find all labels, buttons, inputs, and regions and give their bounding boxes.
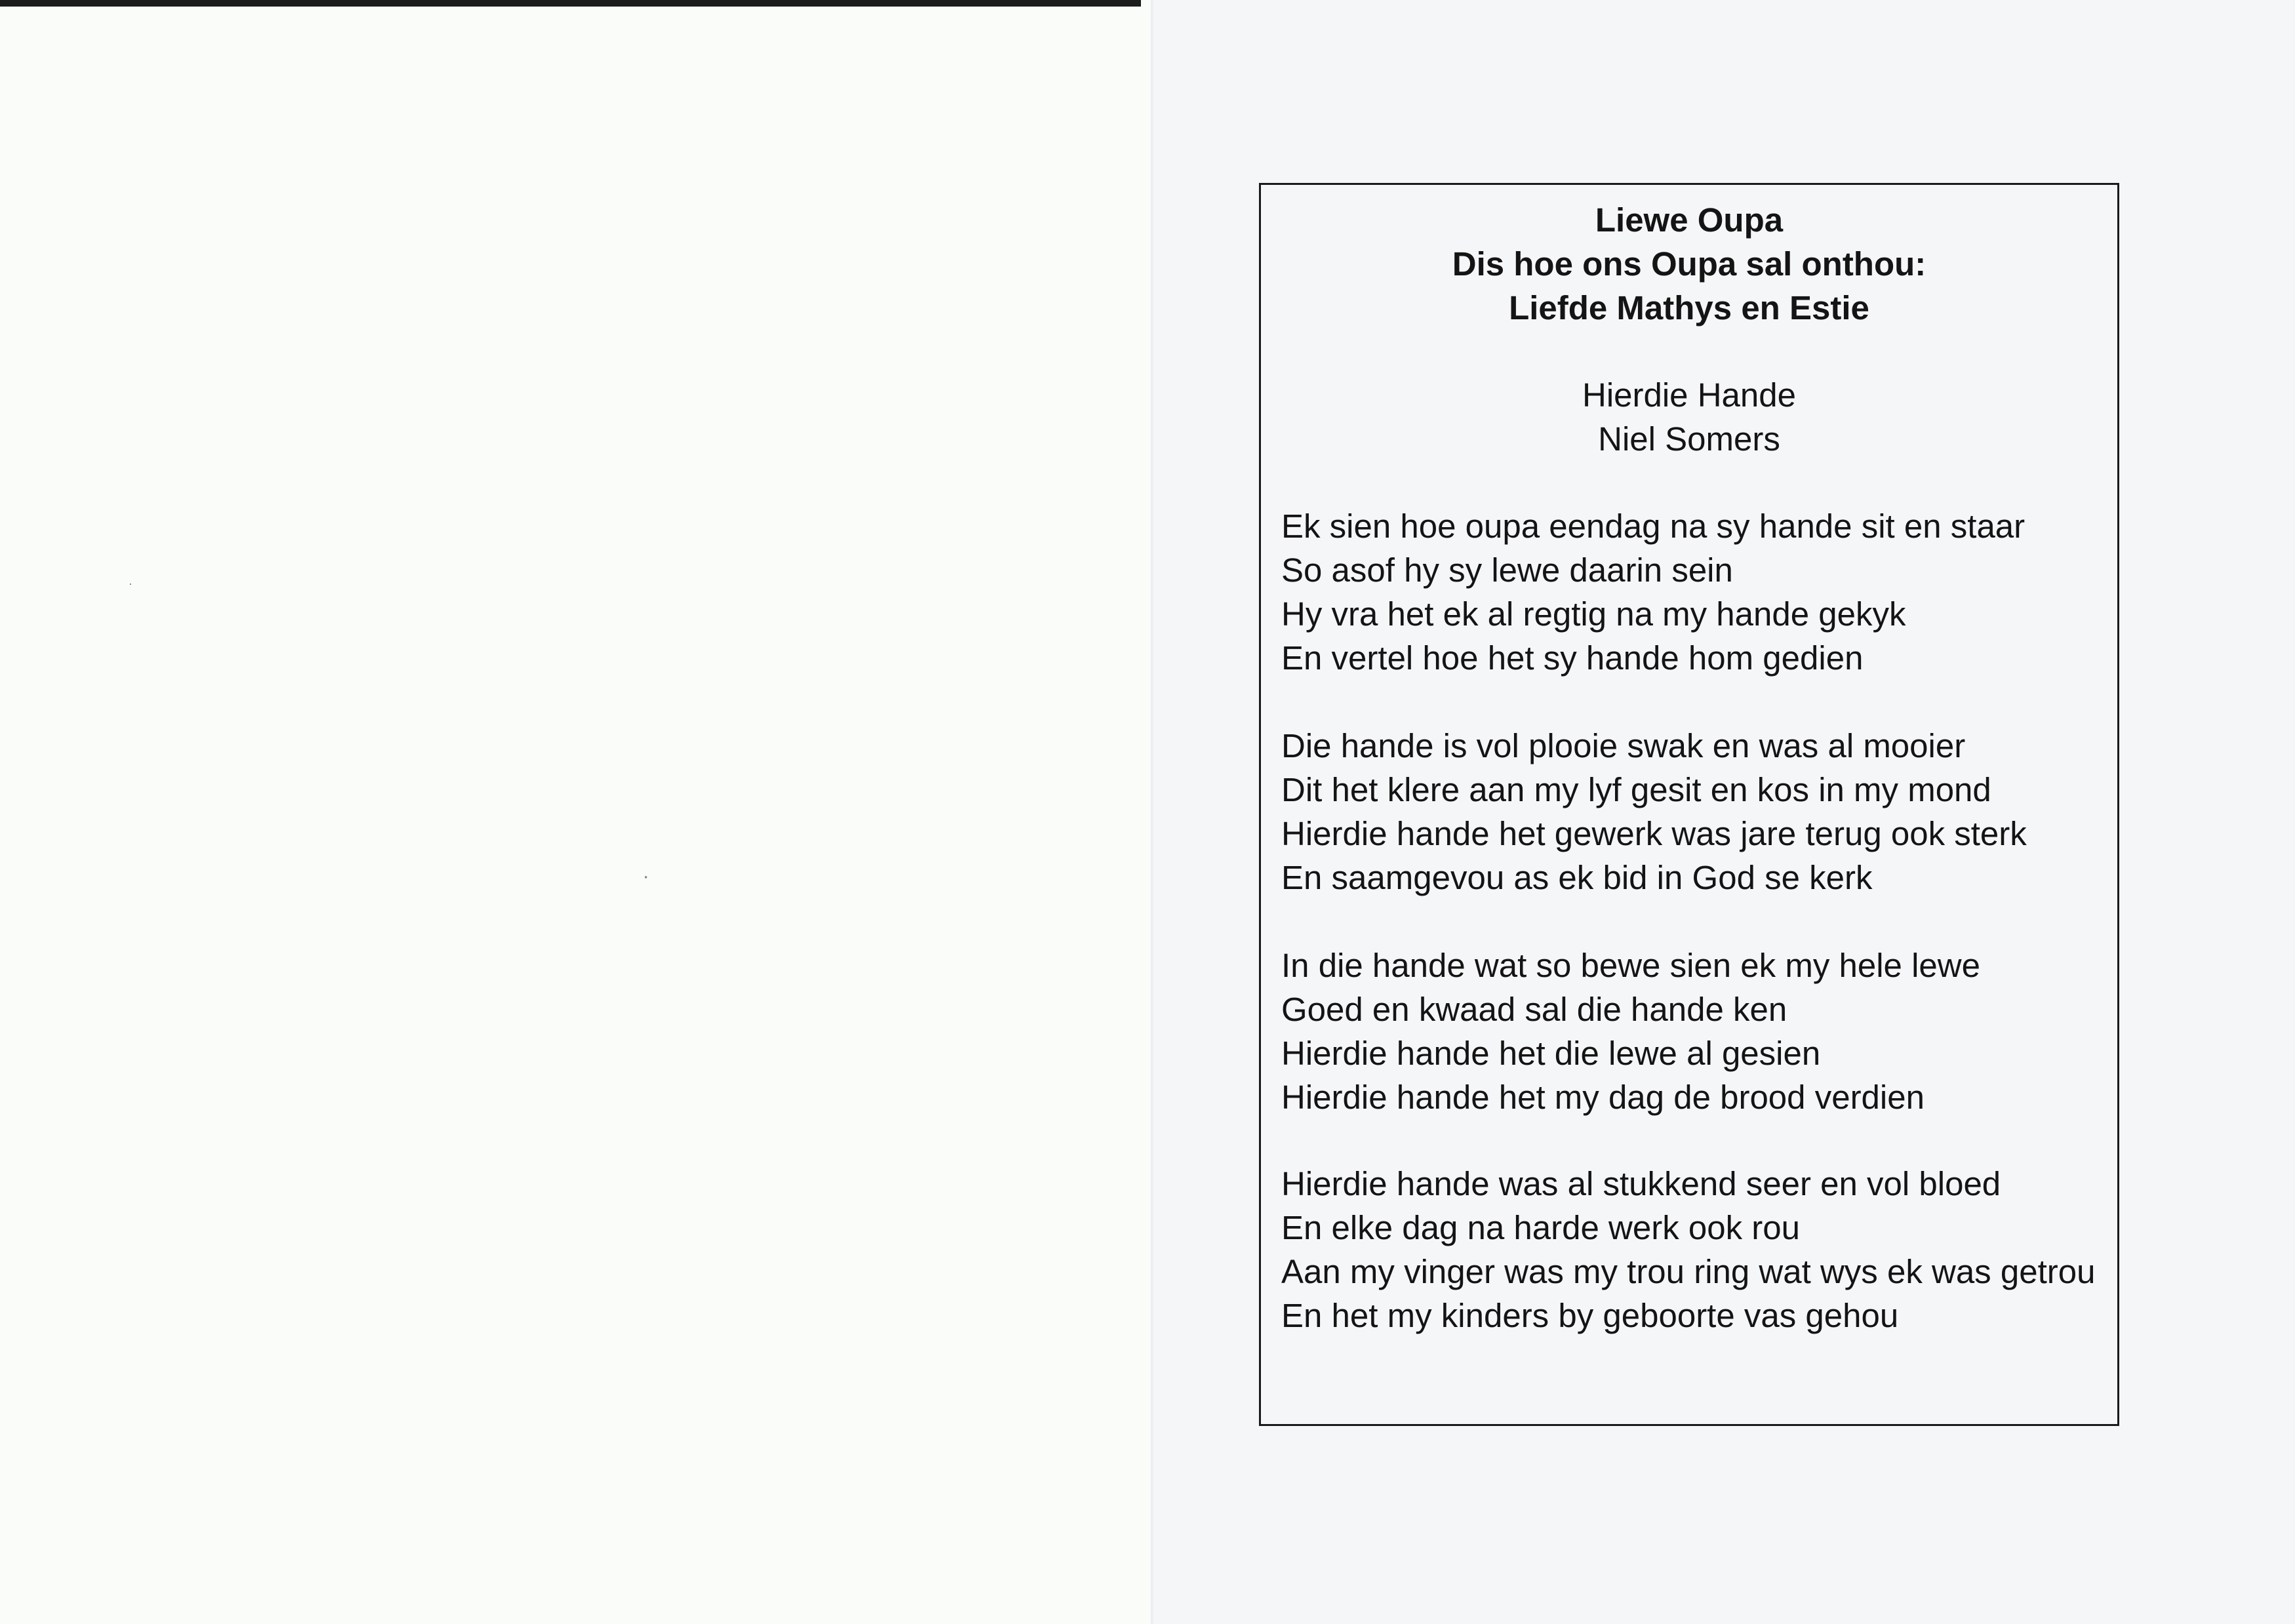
poem-author: Niel Somers [1598, 420, 1780, 458]
poem-stanza [1281, 504, 2025, 680]
poem-line: Hierdie hande het gewerk was jare terug ook sterk [1281, 815, 2027, 852]
poem-frame [1259, 183, 2119, 1426]
poem-line: So asof hy sy lewe daarin sein [1281, 551, 1733, 589]
scan-top-edge [0, 0, 1141, 7]
poem-stanza [1281, 943, 1980, 1119]
paper-speck: · [129, 577, 132, 590]
poem-line: Hierdie hande het my dag de brood verdien [1281, 1079, 1925, 1116]
poem-line: En elke dag na harde werk ook rou [1281, 1209, 1800, 1246]
poem-line: Aan my vinger was my trou ring wat wys ek was getrou [1281, 1253, 2096, 1290]
poem-line: En vertel hoe het sy hande hom gedien [1281, 639, 1864, 677]
poem-line: Hy vra het ek al regtig na my hande gekyk [1281, 595, 1906, 633]
poem-line: Goed en kwaad sal die hande ken [1281, 991, 1787, 1028]
paper-speck: · [643, 865, 649, 887]
poem-line: En het my kinders by geboorte vas gehou [1281, 1297, 1899, 1334]
poem-line: Hierdie hande het die lewe al gesien [1281, 1035, 1821, 1072]
poem-line: Die hande is vol plooie swak en was al mooier [1281, 727, 1966, 764]
poem-line: Hierdie hande was al stukkend seer en vol bloed [1281, 1165, 2001, 1202]
dedication-title-line: Dis hoe ons Oupa sal onthou: [1452, 245, 1926, 283]
poem-stanza [1281, 1162, 2095, 1337]
poem-line: En saamgevou as ek bid in God se kerk [1281, 859, 1873, 896]
poem-line: Dit het klere aan my lyf gesit en kos in my mond [1281, 771, 1991, 808]
poem-stanza [1281, 724, 2027, 900]
dedication-title-line: Liewe Oupa [1595, 201, 1784, 239]
poem-title: Hierdie Hande [1582, 376, 1797, 414]
dedication-title-line: Liefde Mathys en Estie [1509, 289, 1869, 327]
poem-line: Ek sien hoe oupa eendag na sy hande sit en staar [1281, 507, 2026, 545]
poem-line: In die hande wat so bewe sien ek my hele lewe [1281, 947, 1980, 984]
poem-heading [1261, 373, 2117, 461]
dedication-titles [1261, 198, 2117, 330]
